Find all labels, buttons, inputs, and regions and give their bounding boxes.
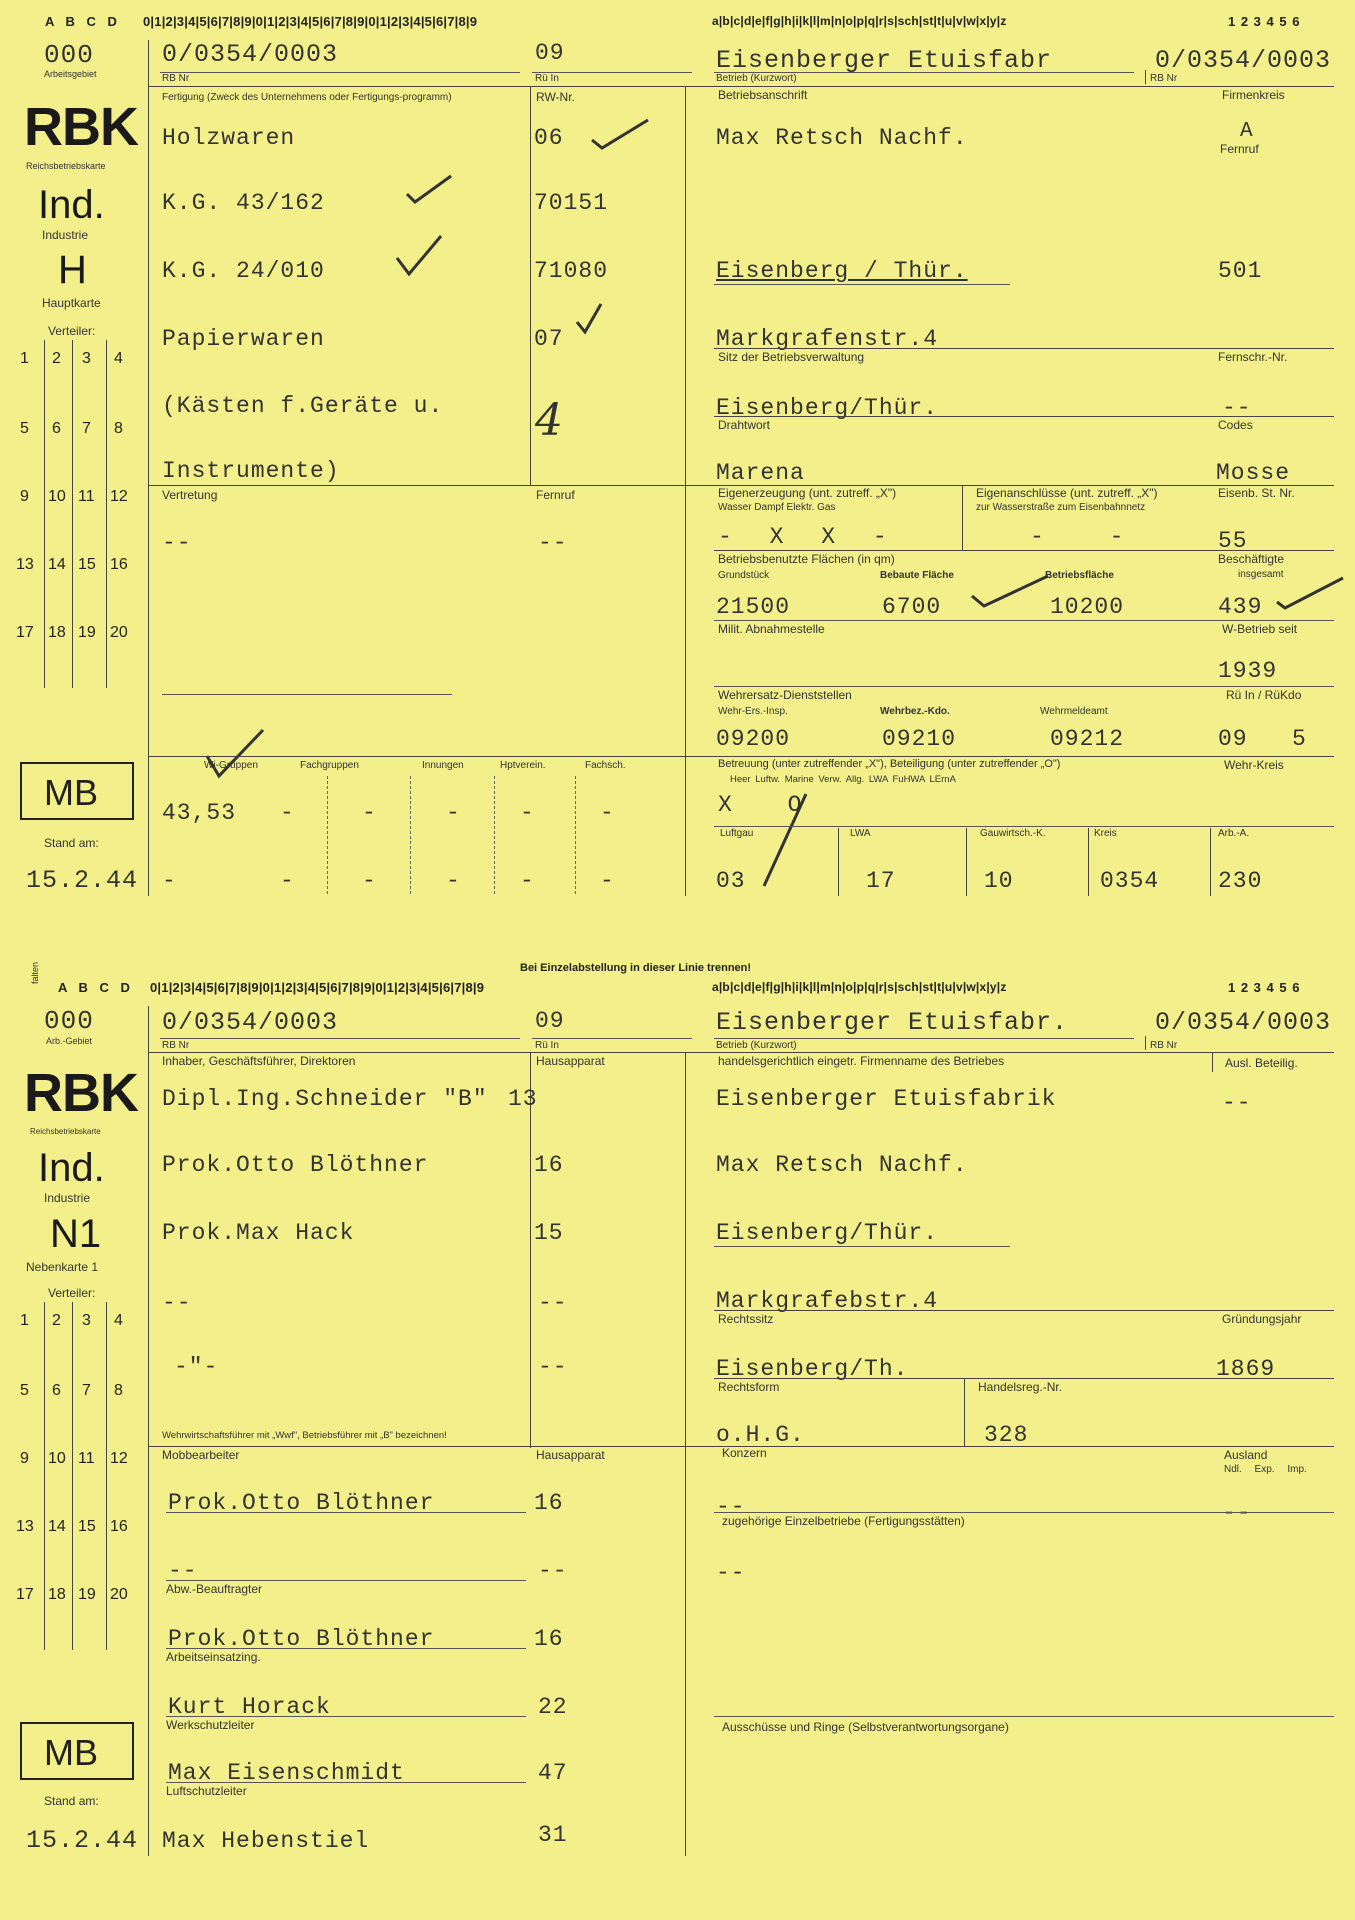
vertretung-fernruf-label: Fernruf <box>536 488 575 502</box>
ruler-letters: A B C D <box>45 14 121 29</box>
mobbearbeiter-2-value: -- <box>168 1558 198 1584</box>
fertigung-text-2: K.G. 43/162 <box>162 190 325 216</box>
rue-in-kdo-value: 09 5 <box>1218 726 1307 752</box>
rechtsform-value: o.H.G. <box>716 1422 805 1448</box>
abw-beauftragter-value: Prok.Otto Blöthner <box>168 1626 435 1652</box>
gruppen-r1-c4: - <box>446 800 461 826</box>
werkschutzleiter-nr: 47 <box>538 1760 568 1786</box>
firmenname-label: handelsgerichtlich eingetr. Firmenname des Betriebes <box>718 1054 1005 1068</box>
rue-in-label: Rü In <box>535 73 559 84</box>
wehr-note: Wehrwirtschaftsführer mit „Wwf", Betriebsführer mit „B" bezeichnen! <box>162 1430 447 1441</box>
ruler-alphabet: a|b|c|d|e|f|g|h|i|k|l|m|n|o|p|q|r|s|sch|st|t|u|v|w|x|y|z <box>712 14 1007 28</box>
firmenname-line-2: Max Retsch Nachf. <box>716 1152 968 1178</box>
ind-mark-2: Ind. <box>38 1146 105 1190</box>
eigenerzeugung-value: - X X - <box>718 524 888 550</box>
ruler-numbers-2: 1 2 3 4 5 6 <box>1228 980 1301 995</box>
rb-nr-label: RB Nr <box>162 73 190 84</box>
wehrkreis-label: Wehr-Kreis <box>1224 758 1284 772</box>
codes-value: Mosse <box>1216 460 1291 486</box>
vertretung-value: -- <box>162 530 192 556</box>
rbk-label-2: Reichsbetriebskarte <box>30 1127 101 1136</box>
beschaeftigte-label: Beschäftigte <box>1218 552 1285 566</box>
check-mark-icon <box>1275 574 1345 614</box>
bebaute-value: 6700 <box>882 594 942 620</box>
ruler-digits: 0|1|2|3|4|5|6|7|8|9|0|1|2|3|4|5|6|7|8|9|0|1|2|3|4|5|6|7|8|9 <box>143 14 478 29</box>
eisenbahn-label: Eisenb. St. Nr. <box>1218 486 1295 500</box>
fertigung-text-6: Instrumente) <box>162 458 340 484</box>
fertigung-text-5: (Kästen f.Geräte u. <box>162 393 444 419</box>
wehr-ers-insp-value: 09200 <box>716 726 791 752</box>
gruppen-r1-c2: - <box>280 800 295 826</box>
ausl-beteilig-value: -- <box>1222 1090 1252 1116</box>
w-betrieb-label: W-Betrieb seit <box>1222 622 1298 636</box>
stand-value-2: 15.2.44 <box>26 1826 139 1855</box>
bebaute-label: Bebaute Fläche <box>880 570 954 581</box>
check-mark-icon <box>405 172 455 208</box>
kreis-label: Kreis <box>1094 828 1117 839</box>
check-mark-icon <box>970 570 1050 610</box>
flaechen-label: Betriebsbenutzte Flächen (in qm) <box>718 552 895 566</box>
drahtwort-label: Drahtwort <box>718 418 771 432</box>
gruppen-r2-c6: - <box>600 868 615 894</box>
gruppen-r2-c5: - <box>520 868 535 894</box>
ruler-numbers: 1 2 3 4 5 6 <box>1228 14 1301 29</box>
ausland-label: Ausland <box>1224 1448 1268 1462</box>
codes-label: Codes <box>1218 418 1253 432</box>
werkschutzleiter-label: Werkschutzleiter <box>166 1718 255 1732</box>
rbk-mark-2: RBK <box>24 1063 138 1123</box>
fertigung-text-1: Holzwaren <box>162 125 296 151</box>
handelsreg-label: Handelsreg.-Nr. <box>978 1380 1063 1394</box>
ind-label: Industrie <box>42 228 89 242</box>
ausl-beteilig-label: Ausl. Beteilig. <box>1225 1056 1298 1070</box>
ausland-value: -- <box>1222 1500 1252 1526</box>
rechtssitz-label: Rechtssitz <box>718 1312 774 1326</box>
rb-nr-right-label-2: RB Nr <box>1150 1040 1178 1051</box>
firmenkreis-label: Firmenkreis <box>1222 88 1285 102</box>
rb-nr-value-2: 0/0354/0003 <box>162 1008 339 1037</box>
fertigung-nr-2: 70151 <box>534 190 609 216</box>
lwa-label: LWA <box>850 828 871 839</box>
zugehoerige-value: -- <box>716 1560 746 1586</box>
gruendungsjahr-label: Gründungsjahr <box>1222 1312 1302 1326</box>
abw-beauftragter-nr: 16 <box>534 1626 564 1652</box>
arbeitsgebiet-label: Arbeitsgebiet <box>44 69 97 79</box>
konzern-value: -- <box>716 1494 746 1520</box>
gruppen-r2-c3: - <box>362 868 377 894</box>
stand-value: 15.2.44 <box>26 866 139 895</box>
ruler-digits-2: 0|1|2|3|4|5|6|7|8|9|0|1|2|3|4|5|6|7|8|9|0|1|2|3|4|5|6|7|8|9 <box>150 980 485 995</box>
fernruf-value: 501 <box>1218 258 1263 284</box>
fertigung-nr-3: 71080 <box>534 258 609 284</box>
inhaber-name-5: -"- <box>174 1354 219 1380</box>
inhaber-nr-2: 16 <box>534 1152 564 1178</box>
werkschutzleiter-value: Max Eisenschmidt <box>168 1760 405 1786</box>
arbeitseinsatz-label: Arbeitseinsatzing. <box>166 1650 261 1664</box>
rbk-document-page: A B C D 0|1|2|3|4|5|6|7|8|9|0|1|2|3|4|5|6|7|8|9|0|1|2|3|4|5|6|7|8|9 a|b|c|d|e|f|g|h|i|k|l|m|n|o|p|q|r|s|sch|st|t|u|v|w|x|y|z 1 2 3 4 5 6 000 Arbeitsgebiet 0/0354/0003 RB Nr 09 Rü In Eisenberger Etuisfabr Betrieb (Kurzwort) 0/0354/0003 RB Nr RBK Reichsbetriebskarte Ind. Industrie H Hauptkarte Verteiler: 1 2 3 4 5 6 7 8 9 10 11 12 13 14 15 16 17 18 19 20 MB Stand am: 15.2.44 Fertigung (Zweck des Unternehmens oder Fertigungs-programm) RW-Nr. Holzwaren 06 K.G. 43/162 70151 K.G. 24/010 71080 Papierwaren 07 (Kästen f.Geräte u. 4 Instrumente) Betriebsanschrift Firmenkreis A Fernruf Max Retsch Nachf. Eisenberg / Thür. 501 Markgrafenstr.4 Sitz der Betriebsverwaltung Fernschr.-Nr. Eisenberg/Thür. -- Drahtwort Codes Marena Mosse Vertretung Fernruf -- -- Eigenerzeugung (unt. zutreff. „X") Wasser Dampf Elektr. Gas - X X - Eigenanschlüsse (unt. zutreff. „X") zur Wasserstraße zum Eisenbahnnetz - - Eisenb. St. Nr. 55 Betriebsbenutzte Flächen (in qm) Grundstück Bebaute Fläche Betriebsfläche 21500 6700 10200 Beschäftigte insgesamt 439 Milit. Abnahmestelle W-Betrieb seit 1939 Wehrersatz-Dienststellen Wehr-Ers.-Insp. Wehrbez.-Kdo. Wehrmeldeamt Rü In / RüKdo 09200 09210 09212 09 5 Wehr-Kreis Wi-Gruppen Fachgruppen Innungen Hptverein. Fachsch. 43,53 - - - - - - - - - - - Betreuung (unter zutreffender „X"), Beteiligung (unter zutreffender „O") Heer Luftw. Marine Verw. Allg. LWA FuHWA LErnA X O Luftgau LWA Gauwirtsch.-K. Kreis Arb.-A. 03 17 10 0354 230 Bei Einzelabstellung in dieser Linie trennen! falten A B C D 0|1|2|3|4|5|6|7|8|9|0|1|2|3|4|5|6|7|8|9|0|1|2|3|4|5|6|7|8|9 a|b|c|d|e|f|g|h|i|k|l|m|n|o|p|q|r|s|sch|st|t|u|v|w|x|y|z 1 2 3 4 5 6 000 Arb.-Gebiet 0/0354/0003 RB Nr 09 Rü In Eisenberger Etuisfabr. Betrieb (Kurzwort) 0/0354/0003 RB Nr RBK Reichsbetriebskarte Ind. Industrie N1 Nebenkarte 1 Verteiler: 1 2 3 4 5 6 7 8 9 10 11 12 13 14 15 16 17 18 19 20 MB Stand am: 15.2.44 Inhaber, Geschäftsführer, Direktoren Hausapparat Dipl.Ing.Schneider "B" 13 Prok.Otto Blöthner 16 Prok.Max Hack 15 -- -- -"- -- Wehrwirtschaftsführer mit „Wwf", Betriebsführer mit „B" bezeichnen! handelsgerichtlich eingetr. Firmenname des Betriebes Ausl. Beteilig. -- Eisenberger Etuisfabrik Max Retsch Nachf. Eisenberg/Thür. Markgrafebstr.4 Rechtssitz Gründungsjahr Eisenberg/Th. 1869 Rechtsform Handelsreg.-Nr. o.H.G. 328 Mobbearbeiter Hausapparat Prok.Otto Blöthner 16 -- -- Abw.-Beauftragter Prok.Otto Blöthner 16 Arbeitseinsatzing. Kurt Horack 22 Werkschutzleiter Max Eisenschmidt 47 Luftschutzleiter Max Hebenstiel 31 Konzern Ausland Ndl. Exp. Imp. -- -- zugehörige Einzelbetriebe (Fertigungsstätten) -- Ausschüsse und Ringe (Selbstverantwortungsorgane) <box>0 0 1355 1920</box>
betreuung-sub: Heer Luftw. Marine Verw. Allg. LWA FuHWA LErnA <box>730 774 956 785</box>
mobbearbeiter-value: Prok.Otto Blöthner <box>168 1490 435 1516</box>
inhaber-name-4: -- <box>162 1290 192 1316</box>
card-type-mark-2: N1 <box>50 1212 102 1256</box>
separator-note: Bei Einzelabstellung in dieser Linie trennen! <box>520 962 752 974</box>
grundstueck-label: Grundstück <box>718 570 770 581</box>
stand-label-2: Stand am: <box>44 1794 99 1808</box>
check-mark-icon <box>205 726 265 780</box>
gruppen-r1-c6: - <box>600 800 615 826</box>
betrieb-kurzwort-label: Betrieb (Kurzwort) <box>716 73 797 84</box>
gruppen-r1-c3: - <box>362 800 377 826</box>
gruppen-r1-c5: - <box>520 800 535 826</box>
rbk-label: Reichsbetriebskarte <box>26 161 106 171</box>
mobbearbeiter-nr: 16 <box>534 1490 564 1516</box>
arba-value: 230 <box>1218 868 1263 894</box>
gruppen-r2-c4: - <box>446 868 461 894</box>
strasse-value: Markgrafenstr.4 <box>716 326 939 352</box>
rb-nr-right-label: RB Nr <box>1150 73 1178 84</box>
wehrmeldeamt-label: Wehrmeldeamt <box>1040 706 1108 717</box>
inhaber-nr-5: -- <box>538 1354 568 1380</box>
betreuung-label: Betreuung (unter zutreffender „X"), Beteiligung (unter zutreffender „O") <box>718 758 1061 770</box>
card-type-label-2: Nebenkarte 1 <box>26 1260 99 1274</box>
vertretung-label: Vertretung <box>162 488 218 502</box>
luftschutzleiter-nr: 31 <box>538 1822 568 1848</box>
fertigung-text-4: Papierwaren <box>162 326 325 352</box>
hptverein-label: Hptverein. <box>500 760 546 771</box>
ruler-alphabet-2: a|b|c|d|e|f|g|h|i|k|l|m|n|o|p|q|r|s|sch|st|t|u|v|w|x|y|z <box>712 980 1007 994</box>
verteiler-label: Verteiler: <box>48 324 96 338</box>
ausschuesse-label: Ausschüsse und Ringe (Selbstverantwortungsorgane) <box>722 1720 1009 1734</box>
sitz-value: Eisenberg/Thür. <box>716 395 939 421</box>
eisenbahn-value: 55 <box>1218 528 1248 554</box>
falten-label: falten <box>30 961 40 984</box>
eigenerzeugung-sub: Wasser Dampf Elektr. Gas <box>718 502 836 513</box>
luftschutzleiter-label: Luftschutzleiter <box>166 1784 247 1798</box>
zugehoerige-label: zugehörige Einzelbetriebe (Fertigungsstätten) <box>722 1514 965 1528</box>
grundstueck-value: 21500 <box>716 594 791 620</box>
handwritten-number: 4 <box>535 395 563 446</box>
arba-label: Arb.-A. <box>1218 828 1250 839</box>
eigenerzeugung-label: Eigenerzeugung (unt. zutreff. „X") <box>718 486 897 500</box>
vertretung-fernruf-value: -- <box>538 530 568 556</box>
rechtssitz-value: Eisenberg/Th. <box>716 1356 909 1382</box>
rue-in-label-2: Rü In <box>535 1040 559 1051</box>
betrieb-kurzwort-label-2: Betrieb (Kurzwort) <box>716 1040 797 1051</box>
fernschr-label: Fernschr.-Nr. <box>1218 350 1288 364</box>
arbeitseinsatz-value: Kurt Horack <box>168 1694 331 1720</box>
konzern-label: Konzern <box>722 1446 767 1460</box>
mb-box-2: MB <box>20 1722 134 1780</box>
fernruf-label: Fernruf <box>1220 142 1259 156</box>
drahtwort-value: Marena <box>716 460 805 486</box>
wehr-ers-insp-label: Wehr-Ers.-Insp. <box>718 706 788 717</box>
insgesamt-label: insgesamt <box>1238 569 1284 580</box>
inhaber-nr-3: 15 <box>534 1220 564 1246</box>
firmen-ort: Eisenberg/Thür. <box>716 1220 939 1246</box>
ind-label-2: Industrie <box>44 1191 91 1205</box>
ruler-letters-2: A B C D <box>58 980 134 995</box>
rb-nr-value: 0/0354/0003 <box>162 40 339 69</box>
fertigung-label: Fertigung (Zweck des Unternehmens oder Fertigungs-programm) <box>162 92 452 103</box>
anschrift-label: Betriebsanschrift <box>718 88 808 102</box>
gauwirt-label: Gauwirtsch.-K. <box>980 828 1046 839</box>
inhaber-name-3: Prok.Max Hack <box>162 1220 355 1246</box>
wehrersatz-label: Wehrersatz-Dienststellen <box>718 688 852 702</box>
rwnr-label: RW-Nr. <box>536 90 575 104</box>
lwa-value: 17 <box>866 868 896 894</box>
gruendungsjahr-value: 1869 <box>1216 1356 1276 1382</box>
gruppen-r1-c1: 43,53 <box>162 800 237 826</box>
luftgau-label: Luftgau <box>720 828 754 839</box>
arbeitsgebiet-code: 000 <box>44 40 94 70</box>
rue-in-kdo-label: Rü In / RüKdo <box>1226 688 1302 702</box>
inhaber-nr-4: -- <box>538 1290 568 1316</box>
gruppen-r2-c1: - <box>162 868 177 894</box>
betreuung-value: X O <box>718 792 803 818</box>
sitz-label: Sitz der Betriebsverwaltung <box>718 350 865 364</box>
betriebsflaeche-label: Betriebsfläche <box>1045 570 1114 581</box>
betriebsflaeche-value: 10200 <box>1050 594 1125 620</box>
inhaber-label: Inhaber, Geschäftsführer, Direktoren <box>162 1054 356 1068</box>
rechtsform-label: Rechtsform <box>718 1380 780 1394</box>
milit-abnahme-label: Milit. Abnahmestelle <box>718 622 825 636</box>
luftgau-value: 03 <box>716 868 746 894</box>
rb-nr-label-2: RB Nr <box>162 1040 190 1051</box>
mobbearbeiter-label: Mobbearbeiter <box>162 1448 240 1462</box>
rue-in-value-2: 09 <box>535 1008 565 1034</box>
mobbearbeiter-2-nr: -- <box>538 1558 568 1584</box>
eigenanschluesse-sub: zur Wasserstraße zum Eisenbahnnetz <box>976 502 1146 513</box>
verteiler-label-2: Verteiler: <box>48 1286 96 1300</box>
fertigung-nr-1: 06 <box>534 125 564 151</box>
firmenkreis-value: A <box>1240 120 1254 143</box>
inhaber-nr-1: 13 <box>508 1086 538 1112</box>
card-type-mark: H <box>58 248 87 292</box>
rbk-mark: RBK <box>24 97 138 157</box>
wehrbez-value: 09210 <box>882 726 957 752</box>
gruppen-r2-c2: - <box>280 868 295 894</box>
firmenname-line-1: Eisenberger Etuisfabrik <box>716 1086 1057 1112</box>
mobb-hausapparat-label: Hausapparat <box>536 1448 605 1462</box>
stand-label: Stand am: <box>44 836 99 850</box>
inhaber-name-2: Prok.Otto Blöthner <box>162 1152 429 1178</box>
wehrmeldeamt-value: 09212 <box>1050 726 1125 752</box>
anschrift-name: Max Retsch Nachf. <box>716 125 968 151</box>
wi-gruppen-label: Wi-Gruppen <box>204 760 258 771</box>
fachsch-label: Fachsch. <box>585 760 626 771</box>
handelsreg-value: 328 <box>984 1422 1029 1448</box>
card-type-label: Hauptkarte <box>42 296 101 310</box>
rb-nr-right-value-2: 0/0354/0003 <box>1155 1008 1332 1037</box>
anschrift-ort: Eisenberg / Thür. <box>716 258 968 284</box>
innungen-label: Innungen <box>422 760 464 771</box>
fertigung-text-3: K.G. 24/010 <box>162 258 325 284</box>
kreis-value: 0354 <box>1100 868 1160 894</box>
fernschr-value: -- <box>1222 395 1252 421</box>
ind-mark: Ind. <box>38 183 105 227</box>
eigenanschluesse-value: - - <box>1030 524 1125 550</box>
arbeitseinsatz-nr: 22 <box>538 1694 568 1720</box>
ausland-sub: Ndl. Exp. Imp. <box>1224 1464 1307 1475</box>
hausapparat-label: Hausapparat <box>536 1054 605 1068</box>
gauwirt-value: 10 <box>984 868 1014 894</box>
betrieb-kurzwort-value: Eisenberger Etuisfabr <box>716 46 1053 75</box>
fertigung-nr-4: 07 <box>534 326 564 352</box>
firmen-strasse: Markgrafebstr.4 <box>716 1288 939 1314</box>
rue-in-value: 09 <box>535 40 565 66</box>
mb-box: MB <box>20 762 134 820</box>
check-mark-icon <box>575 300 605 340</box>
eigenanschluesse-label: Eigenanschlüsse (unt. zutreff. „X") <box>976 486 1158 500</box>
check-mark-icon <box>590 116 650 152</box>
arbeitsgebiet-code-2: 000 <box>44 1006 94 1036</box>
abw-beauftragter-label: Abw.-Beauftragter <box>166 1582 263 1596</box>
inhaber-name-1: Dipl.Ing.Schneider "B" <box>162 1086 488 1112</box>
rb-nr-right-value: 0/0354/0003 <box>1155 46 1332 75</box>
beschaeftigte-value: 439 <box>1218 594 1263 620</box>
betrieb-kurzwort-value-2: Eisenberger Etuisfabr. <box>716 1008 1069 1037</box>
luftschutzleiter-value: Max Hebenstiel <box>162 1828 370 1854</box>
fachgruppen-label: Fachgruppen <box>300 760 359 771</box>
w-betrieb-value: 1939 <box>1218 658 1278 684</box>
arbeitsgebiet-label-2: Arb.-Gebiet <box>46 1036 93 1046</box>
check-mark-icon <box>395 232 445 280</box>
wehrbez-label: Wehrbez.-Kdo. <box>880 706 950 717</box>
